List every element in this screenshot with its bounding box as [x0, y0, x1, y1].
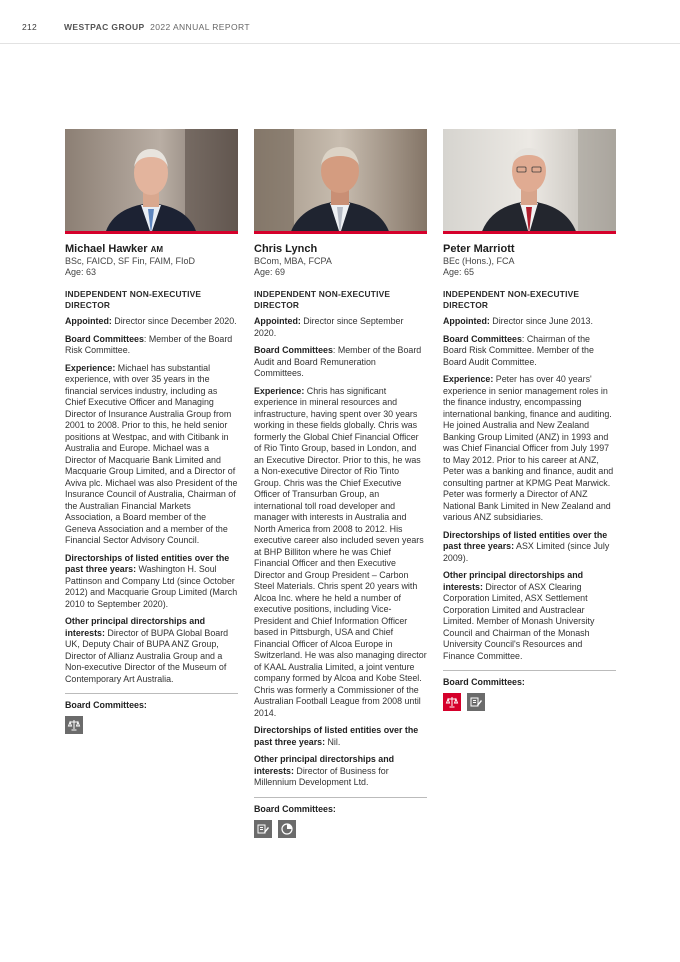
qualifications: BCom, MBA, FCPA — [254, 256, 332, 266]
qualifications: BEc (Hons.), FCA — [443, 256, 515, 266]
age: Age: 69 — [254, 267, 286, 277]
listed-directorships: Directorships of listed entities over the past three years: ASX Limited (since July 2009). — [443, 529, 610, 563]
director-name: Michael Hawker AM — [65, 243, 164, 255]
role-title: INDEPENDENT NON-EXECUTIVE DIRECTOR — [254, 289, 391, 310]
report-name: 2022 ANNUAL REPORT — [150, 22, 250, 32]
remuneration-committee-icon — [278, 820, 296, 838]
director-profile-marriott — [443, 129, 616, 711]
divider — [65, 693, 238, 694]
divider — [443, 670, 616, 671]
other-directorships: Other principal directorships and interests: Director of Business for Millennium Development Ltd. — [254, 754, 395, 787]
page-number: 212 — [22, 22, 38, 32]
listed-directorships: Directorships of listed entities over the past three years: Nil. — [254, 725, 419, 747]
listed-directorships: Directorships of listed entities over the past three years: Washington H. Soul Pattinson and Company Ltd (since October 2012) and Macquarie Group Limited (March 2010 to September 2020). — [65, 552, 238, 609]
director-photo — [65, 129, 238, 234]
board-committees: Board Committees: Member of the Board Risk Committee. — [65, 333, 233, 355]
risk-committee-chair-icon — [443, 693, 461, 711]
brand-name: WESTPAC GROUP — [64, 22, 145, 32]
appointed: Appointed: Director since December 2020. — [65, 316, 237, 326]
director-profile-lynch — [254, 129, 427, 838]
divider — [254, 797, 427, 798]
director-profile-hawker — [65, 129, 238, 734]
age: Age: 65 — [443, 267, 475, 277]
report-title — [64, 22, 250, 32]
board-committees: Board Committees: Member of the Board Audit and Board Remuneration Committees. — [254, 345, 422, 378]
director-photo — [254, 129, 427, 234]
other-directorships: Other principal directorships and interests: Director of ASX Clearing Corporation Limited, ASX Settlement Corporation Limited and Austraclear Limited. Member of Monash University Council and Chairman of the Monash University Council's Resources and Finance Committee. — [443, 570, 595, 661]
director-photo — [443, 129, 616, 234]
audit-committee-icon — [467, 693, 485, 711]
qualifications: BSc, FAICD, SF Fin, FAIM, FIoD — [65, 256, 196, 266]
audit-committee-icon — [254, 820, 272, 838]
page-header — [0, 0, 680, 44]
committee-icons — [65, 716, 238, 734]
appointed: Appointed: Director since June 2013. — [443, 316, 593, 326]
board-committees-heading: Board Committees: — [254, 803, 336, 814]
role-title: INDEPENDENT NON-EXECUTIVE DIRECTOR — [65, 289, 202, 310]
risk-committee-icon — [65, 716, 83, 734]
role-title: INDEPENDENT NON-EXECUTIVE DIRECTOR — [443, 289, 580, 310]
board-committees: Board Committees: Chairman of the Board Risk Committee. Member of the Board Audit Committee. — [443, 333, 594, 367]
age: Age: 63 — [65, 267, 97, 277]
experience: Experience: Chris has significant experience in mineral resources and infrastructure, having spent over 30 years working in these fields globally. Chris was formerly the Global Chief Financial Officer of Rio Tinto Group, based in London, and an Executive Director. Prior to this, he was a Non-executive Director of Rio Tinto Group. Chris was the Chief Executive Officer of Transurban Group, an international toll road developer and manager with interests in Australia and North America from 2008 to 2012. His executive career also included seven years at BHP Billiton where he was Chief Financial Officer and then Executive Director and Group President – Carbon Steel Materials. Chris spent 20 years with Alcoa Inc. where he held a number of executive positions, including Vice-President and Chief Information Officer based in Pittsburgh, USA and Chief Financial Officer of Alcoa Europe in Switzerland. He was also managing director of KAAL Australia Limited, a joint venture company formed by Alcoa and Kobe Steel. Chris was formerly a Commissioner of the Australian Football League from 2008 until 2014. — [254, 385, 427, 718]
committee-icons — [443, 693, 616, 711]
post-nominal: AM — [150, 245, 164, 254]
appointed: Appointed: Director since September 2020. — [254, 316, 404, 338]
board-committees-heading: Board Committees: — [443, 677, 525, 687]
experience: Experience: Peter has over 40 years' experience in senior management roles in the finance industry, encompassing international banking, finance and auditing. He joined Australia and New Zealand Banking Group Limited (ANZ) in 1993 and was Chief Financial Officer from July 1997 to May 2012. Prior to his career at ANZ, Peter was a banking and finance, audit and consulting partner at KPMG Peat Marwick. Peter was formerly a Director of ANZ National Bank Limited in New Zealand and various ANZ subsidiaries. — [443, 374, 614, 522]
director-name: Peter Marriott — [443, 243, 515, 255]
director-name: Chris Lynch — [254, 243, 318, 255]
experience: Experience: Michael has substantial experience, with over 35 years in the financial services industry, including as Chief Executive Officer and Managing Director of Insurance Australia Group from 2001 to 2008. Prior to this, he held senior positions at Westpac, and with Citibank in Australia and Europe. Michael was a Director of Macquarie Bank Limited and Macquarie Group Limited, and a Director of Aviva plc. Michael was also President of the Insurance Council of Australia, Chairman of the Australian Financial Markets Association, a Board member of the Geneva Association and a member of the Financial Sector Advisory Council. — [65, 362, 238, 545]
other-directorships: Other principal directorships and interests: Director of BUPA Global Board UK, Deputy Chair of BUPA ANZ Group, Director of Allianz Australia Group and a Non-executive Director of the Museum of Contemporary Art Australia. — [65, 616, 229, 684]
committee-icons — [254, 820, 427, 838]
board-committees-heading: Board Committees: — [65, 700, 147, 710]
